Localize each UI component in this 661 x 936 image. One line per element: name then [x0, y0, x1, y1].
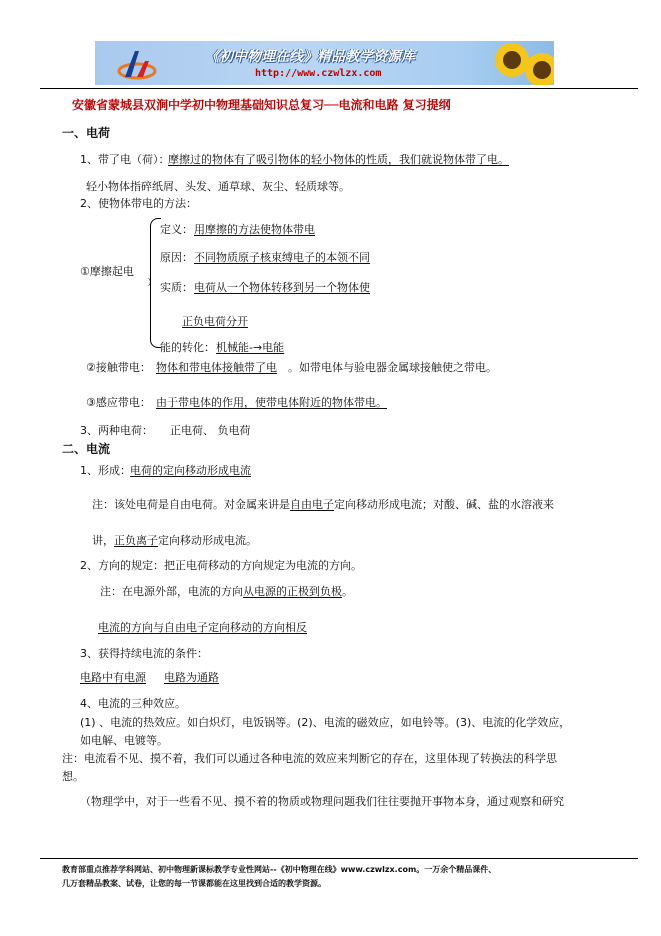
bracket-tip: [143, 278, 151, 286]
contact-note: 。如带电体与验电器金属球接触使之带电。: [288, 361, 497, 374]
direction-rule: 2、方向的规定：把正电荷移动的方向规定为电流的方向。: [80, 559, 362, 572]
header-banner: [95, 41, 554, 85]
direction-note-positive-negative: 从电源的正极到负极: [243, 585, 342, 598]
essence-label: 实质：: [160, 281, 193, 294]
footer-rule: [40, 858, 638, 859]
essence-text: 电荷从一个物体转移到另一个物体使: [194, 281, 370, 294]
condition-closed-circuit: 电路为通路: [164, 671, 219, 684]
note1-part: 讲，: [92, 534, 114, 547]
def-text: 用摩擦的方法使物体带电: [194, 223, 315, 236]
condition-title: 3、获得持续电流的条件：: [80, 647, 208, 660]
note1-free-electron: 自由电子: [290, 498, 334, 511]
direction-note-part: 注：在电源外部，电流的方向: [100, 585, 243, 598]
sunflower-icon: [491, 41, 554, 85]
site-logo-icon: [117, 47, 157, 81]
direction-note2-part: 电流的方向与自由电子定向移动的方向: [98, 621, 285, 634]
banner-url: http://www.czwlzx.com: [255, 68, 382, 79]
note1-part: 定向移动形成电流。: [158, 534, 257, 547]
contact-label: ②接触带电：: [86, 361, 151, 374]
note2: 注：电流看不见、摸不着，我们可以通过各种电流的效应来判断它的存在，这里体现了转换法的科学思: [62, 752, 557, 765]
note3: （物理学中，对于一些看不见、摸不着的物质或物理问题我们往往要抛开事物本身，通过观察和研究: [80, 795, 564, 808]
induct-label: ③感应带电：: [86, 396, 151, 409]
effects-line-2: 如电解、电镀等。: [80, 734, 168, 747]
effects-line-1: (1) 、电流的热效应。如白炽灯，电饭锅等。(2)、电流的磁效应，如电铃等。(3)、电流的化学效应，: [80, 716, 571, 729]
note1-part: 注：该处电荷是自由电荷。对金属来讲是: [92, 498, 290, 511]
item-charged-label: 1、带了电（荷）：: [80, 153, 170, 166]
friction-label: ①摩擦起电: [80, 265, 134, 278]
effects-title: 4、电流的三种效应。: [80, 697, 186, 710]
document-title: 安徽省蒙城县双涧中学初中物理基础知识总复习──电流和电路 复习提纲: [72, 98, 451, 112]
direction-note: [100, 585, 353, 599]
condition-power-source: 电路中有电源: [80, 671, 146, 684]
note1-part: 定向移动形成电流；对酸、碱、盐的水溶液来: [334, 498, 554, 511]
direction-note2-opposite: 相反: [285, 621, 307, 634]
item-methods: 2、使物体带电的方法：: [80, 197, 197, 210]
footer-line-2: 几万套精品教案、试卷，让您的每一节课都能在这里找到合适的教学资源。: [62, 879, 326, 888]
two-charges-label: 3、两种电荷：: [80, 424, 153, 437]
cause-label: 原因：: [160, 251, 193, 264]
energy-text: 机械能-→电能: [216, 341, 285, 354]
def-label: 定义：: [160, 223, 193, 236]
direction-note-part: 。: [342, 585, 353, 598]
item-charged-note: 轻小物体指碎纸屑、头发、通草球、灰尘、轻质球等。: [86, 180, 350, 193]
note1: [92, 498, 554, 512]
form-label: 1、形成：: [80, 464, 131, 477]
banner-title: 《初中物理在线》精品教学资源库: [205, 49, 415, 65]
induct-text: 由于带电体的作用，使带电体附近的物体带电。: [156, 396, 387, 409]
section-heading-current: 二、电流: [62, 442, 111, 456]
footer-line-1: 教育部重点推荐学科网站、初中物理新课标教学专业性网站--《初中物理在线》www.czwlzx.com。一万余个精品课件、: [62, 865, 497, 874]
contact-text: 物体和带电体接触带了电: [156, 361, 277, 374]
note1-cont: [92, 534, 257, 548]
essence-text-2: 正负电荷分开: [182, 315, 248, 328]
energy-label: 能的转化：: [160, 341, 215, 354]
direction-note-2: [98, 621, 307, 635]
two-charges-text: 正电荷、 负电荷: [170, 424, 251, 437]
note1-ions: 正负离子: [114, 534, 158, 547]
section-heading-charge: 一、电荷: [62, 126, 111, 140]
cause-text: 不同物质原子核束缚电子的本领不同: [194, 251, 370, 264]
form-text: 电荷的定向移动形成电流: [130, 464, 251, 477]
note2-cont: 想。: [62, 770, 84, 783]
header-rule: [40, 88, 638, 89]
item-charged-text: 摩擦过的物体有了吸引物体的轻小物体的性质，我们就说物体带了电。: [168, 153, 509, 166]
